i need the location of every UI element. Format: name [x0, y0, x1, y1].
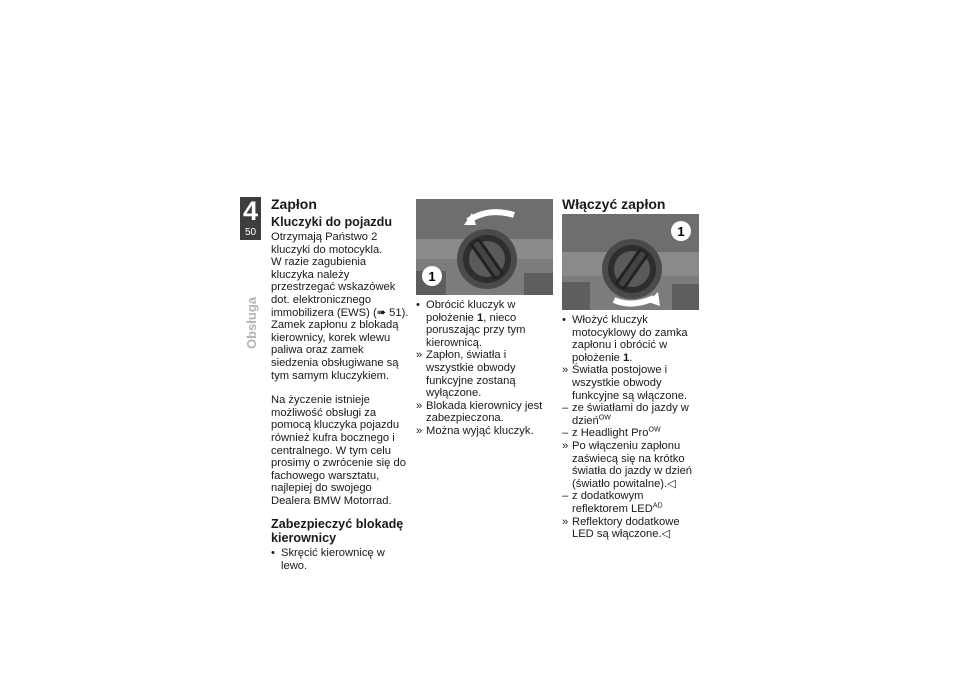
bullet-marker: •: [271, 547, 275, 560]
chapter-label: Obsługa: [244, 296, 259, 349]
ignition-lock-image-lock: [416, 199, 553, 295]
paragraph-keys-count: Otrzymają Państwo 2 kluczyki do motocykla.: [271, 231, 383, 256]
ignition-lock-image-on: [562, 214, 699, 310]
image-callout-1: 1: [428, 269, 436, 284]
section-title-ignition: Zapłon: [271, 196, 317, 212]
result-led-on: » Reflektory dodatkowe LED są włączone.◁: [562, 515, 680, 541]
image-callout-1-on: 1: [677, 224, 685, 239]
result-welcome-light: » Po włączeniu zapłonu zaświecą się na krótko światła do jazdy w dzień (światło powitalne).◁: [562, 439, 693, 490]
option-daytime-lights: – ze światłami do jazdy w dzień$^{OW}$: [562, 402, 689, 427]
step-turn-key-lock: • Obrócić kluczyk w położenie 1, nieco poruszając przy tym kierownicą.: [416, 299, 526, 349]
column-2: [416, 199, 553, 438]
paragraph-keys-locks: Zamek zapłonu z blokadą kierownicy, korek wlewu paliwa oraz zamek siedzenia obsługiwane są tym samym kluczykiem.: [271, 319, 399, 382]
page-number: 50: [244, 227, 257, 238]
chapter-number: 4: [242, 196, 259, 226]
option-led-headlight: – z dodatkowym reflektorem $LED^{AD}$: [562, 490, 663, 515]
section-title-switch-on: Włączyć zapłon: [562, 196, 666, 212]
result-lock-secured: » Blokada kierownicy jest zabezpieczona.: [416, 399, 543, 425]
paragraph-keys-cases: Na życzenie istnieje możliwość obsługi za pomocą kluczyka pojazdu również kufra bocznego i centralnego. W tym celu prosimy o zwrócenie się do fachowego warsztatu, najlepiej do swojego Dealera BMW Motorrad.: [271, 394, 406, 507]
option-headlight-pro: – z Headlight Pro$^{OW}$: [562, 426, 661, 440]
paragraph-keys-lost: W razie zagubienia kluczyka należy przestrzegać wskazówek dot. elektronicznego immobilizera (EWS) (➠ 51).: [271, 256, 409, 319]
heading-steering-lock: Zabezpieczyć blokadę kierownicy: [271, 517, 404, 546]
heading-vehicle-keys: Kluczyki do pojazdu: [271, 215, 393, 229]
result-all-off: » Zapłon, światła i wszystkie obwody funkcyjne zostaną wyłączone.: [416, 349, 516, 400]
step-insert-key: • Włożyć kluczyk motocyklowy do zamka zapłonu i obrócić w położenie 1.: [562, 314, 688, 364]
step-turn-handlebar: • Skręcić kierownicę w lewo.: [271, 547, 385, 573]
column-1: [271, 196, 409, 573]
result-key-removable: » Można wyjąć kluczyk.: [416, 424, 534, 437]
column-3: [562, 196, 700, 541]
result-parking-lights-on: » Światła postojowe i wszystkie obwody funkcyjne są włączone.: [562, 364, 688, 402]
